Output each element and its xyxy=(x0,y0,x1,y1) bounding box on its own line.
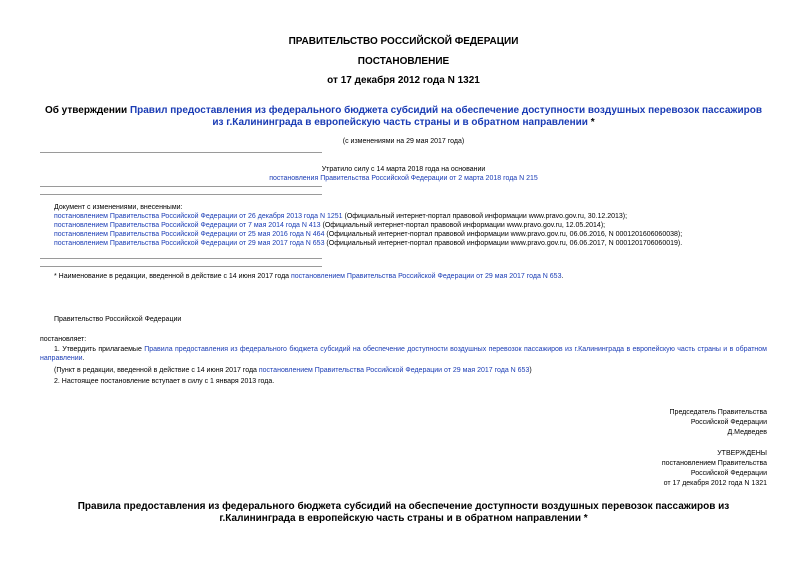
change-link[interactable]: постановлением Правительства Российской Федерации от 29 мая 2017 года N 653 xyxy=(54,240,325,247)
paragraph-2: 2. Настоящее постановление вступает в силу с 1 января 2013 года. xyxy=(54,378,275,385)
approved-block: УТВЕРЖДЕНЫ постановлением Правительства Российской Федерации от 17 декабря 2012 года N 1321 xyxy=(661,450,767,487)
lost-force-text: Утратило силу с 14 марта 2018 года на основании xyxy=(321,166,486,173)
change-link[interactable]: постановлением Правительства Российской Федерации от 7 мая 2014 года N 413 xyxy=(54,222,321,229)
rules-title: Правила предоставления из федерального бюджета субсидий на обеспечение доступности воздушных перевозок пассажиров из г.Калининграда в европейскую часть страны и в обратном направлении * xyxy=(77,501,730,524)
change-text: (Официальный интернет-портал правовой информации www.pravo.gov.ru, 06.06.2016, N 0001201606060038); xyxy=(324,231,683,238)
change-text: (Официальный интернет-портал правовой информации www.pravo.gov.ru, 30.12.2013); xyxy=(342,213,628,220)
signature-block: Председатель Правительства Российской Федерации Д.Медведев xyxy=(669,409,767,436)
document-title xyxy=(40,105,767,129)
changes-item xyxy=(54,239,774,248)
doc-date-number: от 17 декабря 2012 года N 1321 xyxy=(327,75,480,86)
footnote-link[interactable]: постановлением Правительства Российской Федерации от 29 мая 2017 года N 653 xyxy=(291,273,562,280)
divider xyxy=(40,258,322,259)
paragraph-1: 1. Утвердить прилагаемые Правила предоставления из федерального бюджета субсидий на обеспечение доступности воздушных перевозок пассажиров из г.Калининграда в европейскую часть страны и в обратном направлении. xyxy=(40,346,767,362)
changes-item xyxy=(54,221,774,230)
divider xyxy=(40,186,322,187)
amendment-note: (с изменениями на 29 мая 2017 года) xyxy=(342,138,465,145)
paragraph-1-note: (Пункт в редакции, введенной в действие с 14 июня 2017 года постановлением Правительства Российской Федерации от 29 мая 2017 года N 653) xyxy=(54,367,532,374)
title-link[interactable]: Правил предоставления из федерального бюджета субсидий на обеспечение доступности воздушных перевозок пассажиров из г.Калининграда в европейскую часть страны и в обратном направлении xyxy=(129,105,763,128)
title-prefix: Об утверждении xyxy=(44,105,130,116)
divider xyxy=(40,194,322,195)
doc-type: ПОСТАНОВЛЕНИЕ xyxy=(357,56,450,67)
footnote-text: * Наименование в редакции, введенной в действие с 14 июня 2017 года xyxy=(54,273,291,280)
footnote: * Наименование в редакции, введенной в действие с 14 июня 2017 года постановлением Правительства Российской Федерации от 29 мая 2017 года N 653. xyxy=(54,273,564,280)
decides-label: постановляет: xyxy=(40,336,87,343)
changes-item xyxy=(54,230,774,239)
divider xyxy=(40,266,322,267)
p1-note-link[interactable]: постановлением Правительства Российской Федерации от 29 мая 2017 года N 653 xyxy=(258,367,530,374)
rules-link[interactable]: Правила предоставления из федерального бюджета субсидий на обеспечение доступности воздушных перевозок пассажиров из г.Калининграда в европейскую часть страны и в обратном направлении xyxy=(40,346,767,362)
government-name: Правительство Российской Федерации xyxy=(54,316,182,323)
signer-name: Д.Медведев xyxy=(727,429,767,436)
lost-force-link[interactable]: постановления Правительства Российской Федерации от 2 марта 2018 года N 215 xyxy=(269,175,538,182)
changes-item xyxy=(54,212,774,221)
change-link[interactable]: постановлением Правительства Российской Федерации от 26 декабря 2013 года N 1251 xyxy=(54,213,343,220)
change-link[interactable]: постановлением Правительства Российской Федерации от 25 мая 2016 года N 464 xyxy=(54,231,325,238)
title-suffix: * xyxy=(587,117,595,128)
changes-intro: Документ с изменениями, внесенными: xyxy=(54,204,183,211)
change-text: (Официальный интернет-портал правовой информации www.pravo.gov.ru, 06.06.2017, N 0001201706060019). xyxy=(324,240,683,247)
divider xyxy=(40,152,322,153)
org-header: ПРАВИТЕЛЬСТВО РОССИЙСКОЙ ФЕДЕРАЦИИ xyxy=(288,36,519,47)
change-text: (Официальный интернет-портал правовой информации www.pravo.gov.ru, 12.05.2014); xyxy=(320,222,606,229)
changes-block xyxy=(54,203,774,248)
